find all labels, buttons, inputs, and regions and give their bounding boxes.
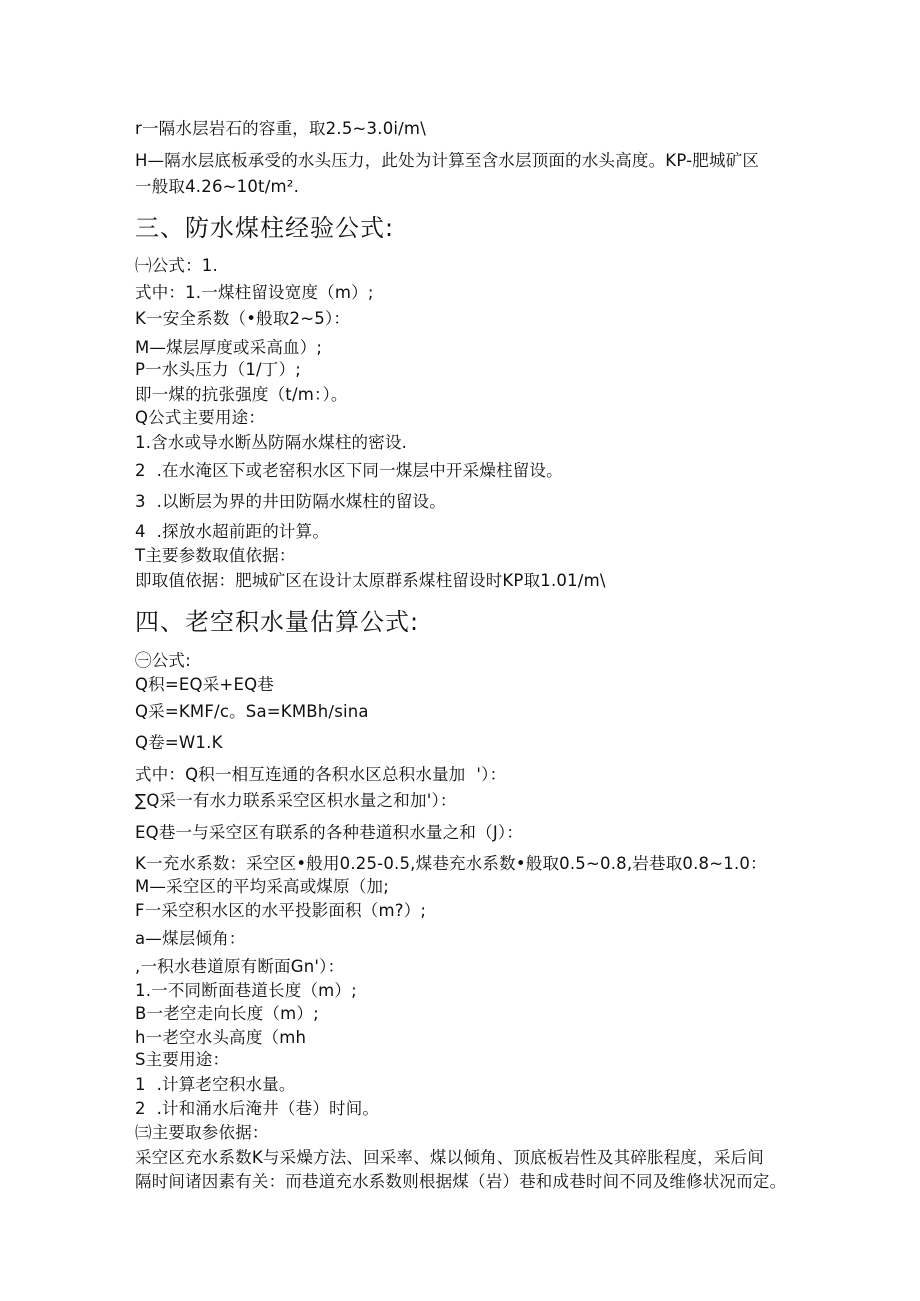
- text-line: 一般取4.26~10t∕m².: [135, 177, 300, 196]
- text-line: 3 .以断层为界的井田防隔水煤柱的留设。: [135, 492, 446, 511]
- section-heading-4: 四、老空积水量估算公式:: [135, 608, 420, 636]
- text-line: 1 .计算老空积水量。: [135, 1075, 296, 1094]
- text-line: r一隔水层岩石的容重，取2.5~3.0i∕m\: [135, 119, 426, 138]
- text-line: T主要参数取值依据：: [135, 546, 296, 565]
- text-line: 式中：1.一煤柱留设宽度（m）;: [135, 283, 374, 302]
- text-line: 4 .探放水超前距的计算。: [135, 522, 330, 541]
- section-heading-3: 三、防水煤柱经验公式:: [135, 214, 395, 242]
- text-line: K一充水系数：采空区•般用0.25-0.5,煤巷充水系数•般取0.5~0.8,岩巷取0.8~1.0：: [135, 854, 767, 873]
- text-line: B一老空走向长度（m）;: [135, 1004, 319, 1023]
- text-line: ㈢主要取参依据：: [135, 1123, 269, 1142]
- text-line: a—煤层倾角：: [135, 929, 246, 948]
- text-line: S主要用途：: [135, 1050, 230, 1069]
- text-line: ㊀公式:: [135, 651, 191, 670]
- text-line: 2 .计和涌水后淹井（巷）时间。: [135, 1099, 380, 1118]
- text-line: Q积=EQ采+EQ巷: [135, 675, 274, 694]
- text-line: M—采空区的平均采高或煤原（加;: [135, 877, 389, 896]
- text-line: ㈠公式：1.: [135, 256, 218, 275]
- text-line: Q卷=W1.K: [135, 733, 223, 752]
- text-line: Q采=KMF/c。Sa=KMBh∕sina: [135, 702, 369, 721]
- text-line: 式中：Q积一相互连通的各积水区总积水量加 '）：: [135, 765, 507, 784]
- text-line: P一水头压力（1/丁）;: [135, 360, 301, 379]
- text-line: H—隔水层底板承受的水头压力，此处为计算至含水层顶面的水头高度。KP-肥城矿区: [135, 151, 760, 170]
- text-line: h一老空水头高度（mh: [135, 1028, 307, 1047]
- text-line: 1.含水或导水断丛防隔水煤柱的密设.: [135, 433, 408, 452]
- text-line: ,一积水巷道原有断面Gn'）：: [135, 957, 345, 976]
- text-line: 1.一不同断面巷道长度（m）;: [135, 981, 357, 1000]
- text-line: ∑Q采一有水力联系采空区枳水量之和加'）：: [135, 791, 457, 810]
- text-line: 2 .在水淹区下或老窑积水区下同一煤层中开采燥柱留设。: [135, 461, 563, 480]
- text-line: Q公式主要用途：: [135, 408, 266, 427]
- text-line: K一安全系数（•般取2~5）：: [135, 309, 351, 328]
- text-line: M—煤层厚度或采高血）;: [135, 338, 323, 357]
- text-line: EQ巷一与采空区有联系的各种巷道积水量之和（J）：: [135, 823, 524, 842]
- text-line: 隔时间诸因素有关：而巷道充水系数则根据煤（岩）巷和成巷时间不同及维修状况而定。: [135, 1172, 787, 1191]
- text-line: 即一煤的抗张强度（t/m：）。: [135, 385, 348, 404]
- text-line: 即取值依据：肥城矿区在设计太原群系煤柱留设时KP取1.01∕m\: [135, 571, 606, 590]
- text-line: F一采空积水区的水平投影面积（m?）;: [135, 901, 427, 920]
- text-line: 采空区充水系数K与采燥方法、回采率、煤以倾角、顶底板岩性及其碎胀程度，采后间: [135, 1148, 764, 1167]
